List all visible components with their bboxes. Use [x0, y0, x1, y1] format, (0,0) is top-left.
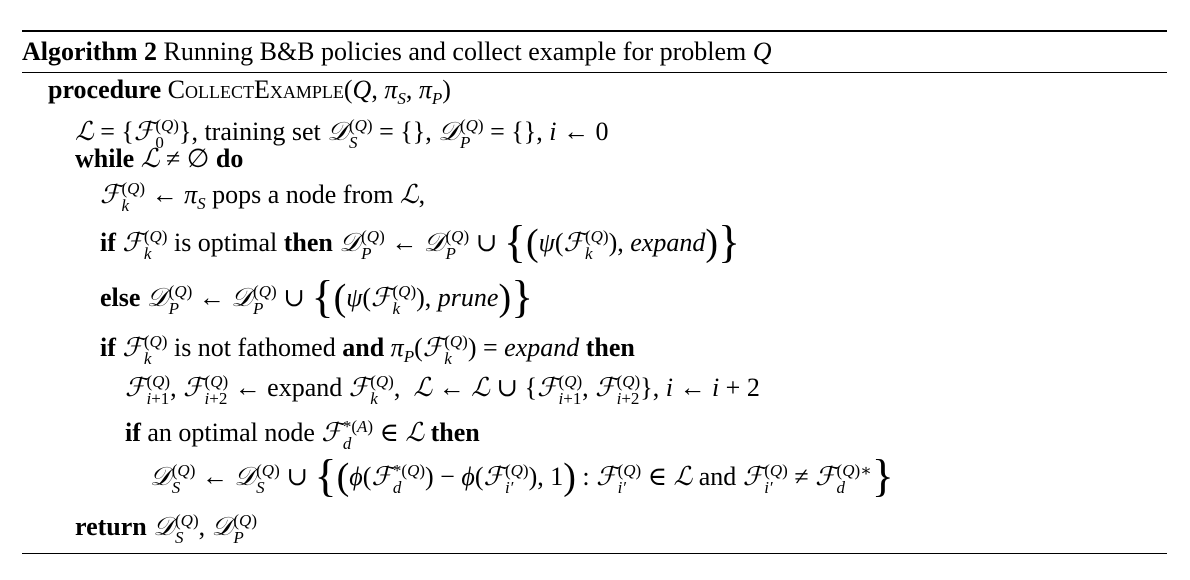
mid-rule [22, 72, 1167, 73]
line-procedure: procedure CollectExample(Q, $\pi_S$, $\pi_P$) [48, 75, 451, 109]
line-pop: ℱ (Q) k ← $\pi_S$ pops a node from ℒ, [100, 179, 426, 216]
is-optimal-text: is optimal [167, 228, 284, 257]
pops-text: pops a node from [205, 180, 400, 209]
procedure-name: CollectExample [167, 75, 344, 104]
caption-label: Algorithm 2 [22, 37, 158, 66]
bottom-rule [22, 553, 1167, 554]
expand-word: expand [267, 373, 343, 402]
var-prune: prune [437, 283, 499, 312]
kw-then-2: then [585, 333, 635, 362]
var-expand-2: expand [504, 333, 580, 362]
line-else: else 𝒟 (Q) P ← 𝒟 (Q) P ∪ {(ψ(ℱ (Q) k ), prune)} [100, 271, 534, 322]
line-return: return 𝒟 (Q) S , 𝒟 (Q) P [75, 511, 257, 548]
line-if-optimal-node: if an optimal node ℱ *(A) d ∈ ℒ then [125, 417, 480, 454]
and-word: and [698, 462, 737, 491]
training-set-text: , training set [191, 117, 328, 146]
line-expand: ℱ (Q) i+1 , ℱ (Q) i+2 ← expand ℱ (Q) k , ℒ ← ℒ ∪ {ℱ (Q) i+1 , ℱ (Q) i+2 }, i ← i + 2 [125, 372, 760, 409]
line-ds-update: 𝒟 (Q) S ← 𝒟 (Q) S ∪ {(ϕ(ℱ *(Q) d ) − ϕ(ℱ (Q) i′ ), 1) : ℱ (Q) i′ ∈ ℒ and ℱ (Q) i′ ≠ ℱ (Q)∗ d } [150, 450, 894, 501]
kw-do: do [215, 144, 244, 173]
not-fathomed-text: is not fathomed [167, 333, 343, 362]
line-if-optimal: if ℱ (Q) k is optimal then 𝒟 (Q) P ← 𝒟 (Q) P ∪ {(ψ(ℱ (Q) k ), expand)} [100, 216, 741, 267]
kw-if-2: if [100, 333, 116, 362]
kw-else: else [100, 283, 141, 312]
line-while: while ℒ ≠ ∅ do [75, 144, 244, 174]
kw-procedure: procedure [48, 75, 162, 104]
optimal-node-text: an optimal node [140, 418, 322, 447]
kw-then-1: then [283, 228, 333, 257]
algorithm-block [22, 30, 1167, 73]
line-init: ℒ = {ℱ (Q) 0 }, training set 𝒟 (Q) S = {}, 𝒟 (Q) P = {}, i ← 0 [75, 116, 609, 153]
kw-then-3: then [430, 418, 480, 447]
kw-and: and [342, 333, 385, 362]
line-if-fathomed: if ℱ (Q) k is not fathomed and $\pi_P(ℱ$ (Q) k ) = expand then [100, 332, 635, 369]
kw-return: return [75, 512, 147, 541]
var-expand-1: expand [630, 228, 706, 257]
algorithm-caption [22, 32, 1167, 72]
caption-problem-var: Q [752, 37, 772, 66]
caption-text: Running B&B policies and collect example for problem [163, 37, 753, 66]
kw-while: while [75, 144, 135, 173]
kw-if-3: if [125, 418, 141, 447]
kw-if-1: if [100, 228, 116, 257]
